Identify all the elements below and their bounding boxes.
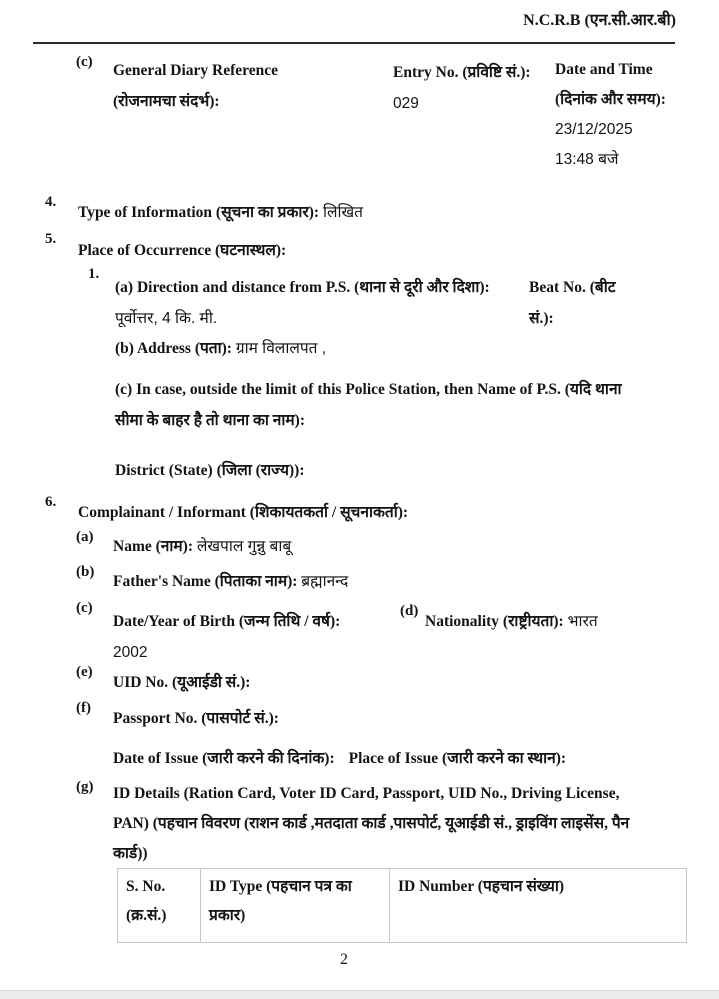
type-of-information-label: Type of Information (सूचना का प्रकार): <box>78 204 320 221</box>
father-name-value: ब्रह्मानन्द <box>301 573 349 590</box>
id-details-table <box>117 868 687 943</box>
direction-distance-field <box>115 272 499 334</box>
dob-value: 2002 <box>113 644 148 661</box>
entry-no-label: Entry No. (प्रविष्टि सं.): <box>393 64 531 81</box>
section6-number: 6. <box>45 494 57 510</box>
address-field <box>115 336 635 358</box>
complainant-name-field <box>113 534 543 556</box>
section4-number: 4. <box>45 194 57 210</box>
dob-field <box>113 606 350 668</box>
date-time-field <box>555 55 679 175</box>
id-table-header-number: ID Number (पहचान संख्या) <box>390 869 687 943</box>
nationality-field <box>425 606 683 637</box>
section5-number: 5. <box>45 231 57 247</box>
general-diary-label-line2: (रोजनामचा संदर्भ): <box>113 93 220 110</box>
id-details-label: ID Details (Ration Card, Voter ID Card, Passport, UID No., Driving License, PAN) (पहचान विवरण (राशन कार्ड ,मतदाता कार्ड ,पासपोर्ट, यूआईडी सं., ड्राइविंग लाइसेंस, पैन कार्ड)) <box>113 785 630 862</box>
father-name-field <box>113 569 543 591</box>
father-name-label: Father's Name (पिताका नाम): <box>113 573 298 590</box>
complainant-name-value: लेखपाल गुन्नु बाबू <box>196 538 292 555</box>
direction-distance-value: पूर्वोत्तर, 4 कि. मी. <box>115 310 218 327</box>
beat-no-label: Beat No. (बीट सं.): <box>529 279 616 327</box>
general-diary-marker: (c) <box>76 54 93 70</box>
complainant-informant-label: Complainant / Informant (शिकायतकर्ता / सूचनाकर्ता): <box>78 504 409 521</box>
address-label: (b) Address (पता): <box>115 340 232 357</box>
date-time-label: Date and Time (दिनांक और समय): <box>555 61 666 108</box>
entry-no-field <box>393 57 553 119</box>
header-divider <box>33 42 675 44</box>
dob-label: Date/Year of Birth (जन्म तिथि / वर्ष): <box>113 613 341 630</box>
district-state-label: District (State) (जिला (राज्य)): <box>115 462 305 479</box>
entry-no-value: 029 <box>393 95 419 112</box>
complainant-name-label: Name (नाम): <box>113 538 193 555</box>
ncrb-header-title: N.C.R.B (एन.सी.आर.बी) <box>523 12 676 29</box>
general-diary-label-line1: General Diary Reference <box>113 62 278 79</box>
id-details-marker: (g) <box>76 779 94 795</box>
occurrence-item-number: 1. <box>88 266 100 282</box>
direction-distance-label: (a) Direction and distance from P.S. (थाना से दूरी और दिशा): <box>115 279 490 296</box>
father-name-marker: (b) <box>76 564 95 580</box>
type-of-information-value: लिखित <box>322 204 364 221</box>
passport-marker: (f) <box>76 700 91 716</box>
nationality-label: Nationality (राष्ट्रीयता): <box>425 613 564 630</box>
id-table-header-sno: S. No. (क्र.सं.) <box>118 869 201 943</box>
id-table-header-type: ID Type (पहचान पत्र का प्रकार) <box>201 869 390 943</box>
viewer-page-gap <box>0 990 719 999</box>
uid-label: UID No. (यूआईडी सं.): <box>113 674 251 691</box>
date-value: 23/12/2025 <box>555 121 633 138</box>
time-value: 13:48 बजे <box>555 151 619 168</box>
date-of-issue-label: Date of Issue (जारी करने की दिनांक): <box>113 750 335 767</box>
id-table-header-row <box>118 869 687 943</box>
uid-marker: (e) <box>76 664 93 680</box>
issue-row <box>113 746 683 768</box>
name-marker: (a) <box>76 529 94 545</box>
place-of-issue-label: Place of Issue (जारी करने का स्थान): <box>348 750 567 767</box>
passport-label: Passport No. (पासपोर्ट सं.): <box>113 710 279 727</box>
address-value: ग्राम विलालपत , <box>235 340 327 357</box>
dob-marker: (c) <box>76 600 93 616</box>
page-number: 2 <box>340 951 348 968</box>
general-diary-label <box>113 55 385 117</box>
nationality-marker: (d) <box>400 603 419 619</box>
outside-limit-label: (c) In case, outside the limit of this Police Station, then Name of P.S. (यदि थाना सीमा के बाहर है तो थाना का नाम): <box>115 381 622 429</box>
nationality-value: भारत <box>567 613 598 630</box>
place-of-occurrence-label: Place of Occurrence (घटनास्थल): <box>78 242 287 259</box>
type-of-information-field <box>78 200 678 222</box>
